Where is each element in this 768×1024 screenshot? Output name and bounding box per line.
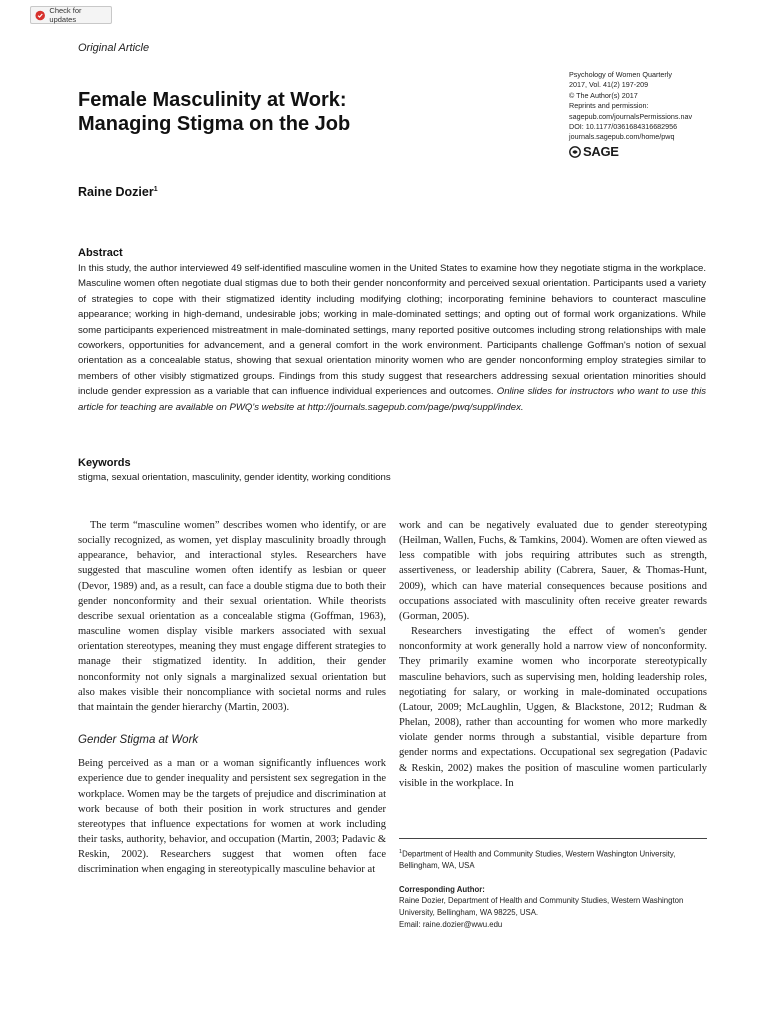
- body-paragraph: Researchers investigating the effect of women's gender nonconformity at work generally hold a narrow view of nonconformity. They primarily examine women who incorporate stereotypically masculine behaviors, such as supervising men, holding leadership roles, negotiating for salary, or working in male-dominated occupations (Latour, 2009; McLaughlin, Uggen, & Blackstone, 2012; Rudman & Phelan, 2008), rather than accounting for women who more markedly violate gender norms through a substantial, visible departure from gender norms and expectations. Occupational sex segregation (Padavic & Reskin, 2002) makes the position of masculine women particularly visible in the workplace. In: [399, 626, 707, 789]
- body-paragraph: Being perceived as a man or a woman significantly influences work experience due to gender inequality and persistent sex segregation in the workplace. Women may be the targets of prejudice and discrimination at work because of both their position in work structures and gender stereotypes that influence expectations for women at work including their tasks, authority, behavior, and occupation (Martin, 2003; Padavic & Reskin, 2002). Researchers suggest that women often face discrimination when engaging in stereotypically masculine behavior at: [78, 758, 386, 876]
- update-icon: [35, 10, 45, 21]
- keywords-section: [78, 457, 706, 485]
- journal-link[interactable]: journals.sagepub.com/home/pwq: [569, 132, 675, 142]
- abstract-section: [78, 247, 706, 415]
- corresponding-author-email[interactable]: Email: raine.dozier@wwu.edu: [399, 919, 503, 929]
- footnote-mark: 1: [399, 849, 403, 855]
- check-for-updates-label: Check for updates: [49, 6, 82, 24]
- publisher-logo: [569, 143, 749, 159]
- body-paragraph: work and can be negatively evaluated due to gender stereotyping (Heilman, Wallen, Fuchs, & Tamkins, 2004). Women are often viewed as less compatible with jobs requiring attributes such as strength, assertiveness, or leadership ability (Cabrera, Sauer, & Thomas-Hunt, 2009), which can have material consequences because positions and occupations associated with masculinity often receive greater rewards (Gorman, 2005).: [399, 520, 707, 622]
- journal-name: Psychology of Women Quarterly: [569, 70, 672, 79]
- corresponding-author-text: Raine Dozier, Department of Health and Community Studies, Western Washington University, Bellingham, WA 98225, USA.: [399, 896, 684, 917]
- abstract-text: [78, 261, 706, 415]
- journal-volume: 2017, Vol. 41(2) 197-209: [569, 80, 649, 90]
- abstract-online-note: Online slides for instructors who want to use this article for teaching are available on PWQ's website at http://journals.sagepub.com/page/pwq/suppl/index.: [78, 386, 707, 413]
- doi[interactable]: DOI: 10.1177/0361684316682956: [569, 122, 678, 132]
- check-for-updates-button[interactable]: [30, 6, 112, 24]
- sage-logo-icon: [569, 146, 581, 158]
- publisher-name: SAGE: [583, 143, 619, 159]
- affiliation-text: Department of Health and Community Studies, Western Washington University, Bellingham, WA, USA: [399, 849, 676, 871]
- corresponding-author-heading: Corresponding Author:: [399, 884, 485, 894]
- footnotes: [399, 838, 707, 930]
- author-name: Raine Dozier: [78, 185, 154, 199]
- body-column-left: [78, 518, 386, 877]
- article-type: Original Article: [78, 42, 150, 54]
- journal-reprints: Reprints and permission:: [569, 101, 649, 111]
- body-column-right: [399, 518, 707, 791]
- author-affiliation-mark: 1: [153, 185, 158, 193]
- affiliation-footnote: [399, 847, 707, 872]
- article-title: [78, 88, 498, 136]
- permissions-link[interactable]: sagepub.com/journalsPermissions.nav: [569, 111, 693, 121]
- keywords-text: stigma, sexual orientation, masculinity, gender identity, working conditions: [78, 472, 391, 483]
- journal-copyright: © The Author(s) 2017: [569, 90, 638, 100]
- title-line-2: Managing Stigma on the Job: [78, 113, 351, 135]
- journal-info: [569, 70, 749, 158]
- keywords-heading: Keywords: [78, 457, 131, 469]
- section-subheading: Gender Stigma at Work: [78, 734, 199, 747]
- body-paragraph: The term “masculine women” describes women who identify, or are socially recognized, as women, yet display masculinity broadly through appearance, behavior, and interactional styles. Researchers have suggested that masculine women often identify as lesbian or queer (Devor, 1989) and, as a result, can face a double stigma due to both their gender nonconformity and their sexual orientation. While theorists describe sexual orientation as a concealable stigma (Goffman, 1963), masculine women display visible markers associated with sexual orientation stereotypes, meaning they must engage different strategies to manage their stigmatized identity. In addition, their gender nonconformity not only signals a marginalized sexual orientation but also makes visible their noncompliance with societal norms and rules that maintain the gender hierarchy (Martin, 2003).: [78, 520, 386, 713]
- title-line-1: Female Masculinity at Work:: [78, 89, 347, 111]
- author: [78, 185, 158, 199]
- abstract-heading: Abstract: [78, 247, 123, 259]
- abstract-body: In this study, the author interviewed 49 self-identified masculine women in the United States to examine how they negotiate stigma in the workplace. Masculine women often negotiate dual stigmas due to both their gender nonconformity and perceived sexual orientation. Participants used a variety of strategies to cope with their stigmatized identity including modifying clothing; incorporating feminine behaviors to counteract masculine appearance; working in high-demand, undesirable jobs; working in male-dominated settings; and opting out of formal work organizations. While some participants experienced mistreatment in male-dominated settings, many reported positive outcomes including strong relationships with male coworkers, opportunities for advancement, and a general comfort in the work environment. Participants challenge Goffman's notion of sexual orientation as a concealable status, showing that sexual orientation minority women who are gender nonconforming employ strategies similar to members of other visibly stigmatized groups. Findings from this study suggest that researchers addressing sexual orientation minorities should include gender expression as a variable that can influence individual experiences and outcomes.: [78, 263, 706, 398]
